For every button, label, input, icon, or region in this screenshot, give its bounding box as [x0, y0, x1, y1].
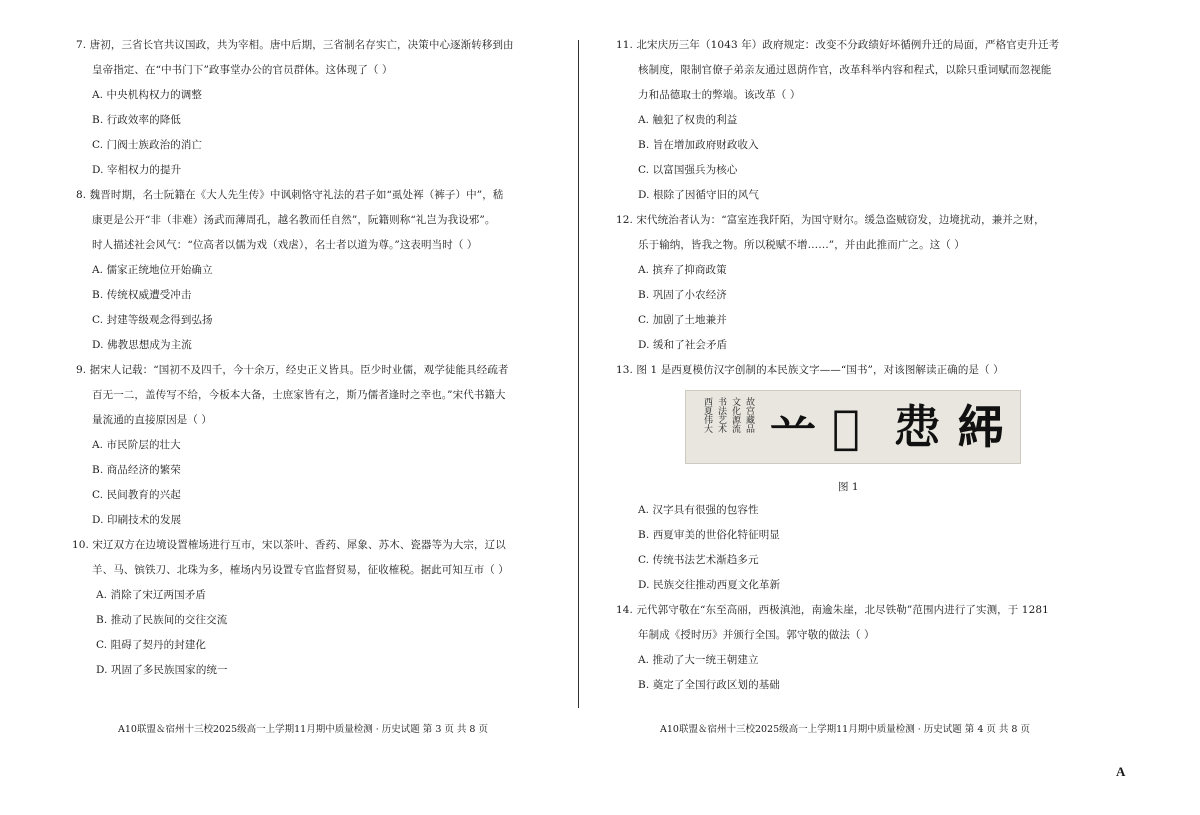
footer-right: A10联盟＆宿州十三校2025级高一上学期11月期中质量检测 · 历史试题 第 4 页 共 8 页	[660, 724, 1030, 735]
figure-1-xixia-calligraphy	[685, 390, 1021, 464]
q7-stem-line-1: 7. 唐初，三省长官共议国政，共为宰相。唐中后期，三省制名存实亡，决策中心逐渐转移到由	[76, 39, 514, 51]
q12-stem-line-2: 乐于输纳，皆我之物。所以税赋不增……”，并由此推而广之。这（ ）	[638, 239, 965, 251]
q13-option-d: D. 民族交往推动西夏文化革新	[638, 579, 781, 591]
q8-option-b: B. 传统权威遭受冲击	[92, 289, 192, 301]
q11-stem-line-3: 力和品德取士的弊端。该改革（ ）	[638, 89, 801, 101]
figure-1-caption: 图 1	[838, 481, 859, 493]
q8-stem-line-1: 8. 魏晋时期，名士阮籍在《大人先生传》中讽刺恪守礼法的君子如“虱处裈（裤子）中”，嵇	[76, 189, 504, 201]
q10-option-b: B. 推动了民族间的交往交流	[96, 614, 228, 626]
q9-option-d: D. 印刷技术的发展	[92, 514, 182, 526]
q11-stem-line-1: 11. 北宋庆历三年（1043 年）政府规定：改变不分政绩好坏循例升迁的局面，严格官吏升迁考	[616, 39, 1060, 51]
figure-small-text-4: 故宫藏品	[744, 397, 754, 433]
q11-option-c: C. 以富国强兵为核心	[638, 164, 738, 176]
q7-option-a: A. 中央机构权力的调整	[92, 89, 202, 101]
q13-option-b: B. 西夏审美的世俗化特征明显	[638, 529, 780, 541]
q12-option-a: A. 摈弃了抑商政策	[638, 264, 727, 276]
q7-option-c: C. 门阀士族政治的消亡	[92, 139, 203, 151]
q9-option-c: C. 民间教育的兴起	[92, 489, 181, 501]
figure-char-4: 𥾯	[958, 400, 1004, 454]
q9-option-a: A. 市民阶层的壮大	[92, 439, 181, 451]
column-divider	[578, 40, 579, 708]
q10-stem-line-2: 羊、马、镔铁刀、北珠为多，榷场内另设置专官监督贸易，征收榷税。据此可知互市（ ）	[92, 564, 509, 576]
q13-stem-line-1: 13. 图 1 是西夏模仿汉字创制的本民族文字——“国书”，对该图解读正确的是（ ）	[616, 364, 1004, 376]
q9-stem-line-1: 9. 据宋人记载：“国初不及四千，今十余万，经史正义皆具。臣少时业儒，观学徒能具经疏者	[76, 364, 509, 376]
q7-option-d: D. 宰相权力的提升	[92, 164, 182, 176]
q13-option-a: A. 汉字具有很强的包容性	[638, 504, 759, 516]
q14-stem-line-2: 年制成《授时历》并颁行全国。郭守敬的做法（ ）	[638, 629, 875, 641]
footer-left: A10联盟＆宿州十三校2025级高一上学期11月期中质量检测 · 历史试题 第 3 页 共 8 页	[118, 724, 488, 735]
q10-option-d: D. 巩固了多民族国家的统一	[96, 664, 228, 676]
q10-option-c: C. 阻碍了契丹的封建化	[96, 639, 207, 651]
q10-stem-line-1: 10. 宋辽双方在边境设置榷场进行互市，宋以茶叶、香药、犀象、苏木、瓷器等为大宗，辽以	[72, 539, 506, 551]
q13-option-c: C. 传统书法艺术渐趋多元	[638, 554, 759, 566]
q9-option-b: B. 商品经济的繁荣	[92, 464, 181, 476]
q11-option-b: B. 旨在增加政府财政收入	[638, 139, 759, 151]
q8-option-a: A. 儒家正统地位开始确立	[92, 264, 213, 276]
figure-char-2: 𤗹	[832, 400, 860, 454]
q8-option-c: C. 封建等级观念得到弘扬	[92, 314, 213, 326]
q14-stem-line-1: 14. 元代郭守敬在“东至高丽，西极滇池，南逾朱崖，北尽铁勒”范围内进行了实测，于 1281	[616, 604, 1049, 616]
q11-stem-line-2: 核制度，限制官僚子弟亲友通过恩荫作官，改革科举内容和程式，以除只重词赋而忽视能	[638, 64, 1052, 76]
q14-option-b: B. 奠定了全国行政区划的基础	[638, 679, 780, 691]
q12-option-b: B. 巩固了小农经济	[638, 289, 727, 301]
q10-option-a: A. 消除了宋辽两国矛盾	[96, 589, 206, 601]
q7-option-b: B. 行政效率的降低	[92, 114, 181, 126]
q9-stem-line-2: 百无一二，盖传写不给，今板本大备，士庶家皆有之，斯乃儒者逢时之幸也。”宋代书籍大	[92, 389, 506, 401]
q8-stem-line-2: 康更是公开“非（非难）汤武而薄周孔，越名教而任自然”，阮籍则称“礼岂为我设邪”。	[92, 214, 496, 226]
q9-stem-line-3: 量流通的直接原因是（ ）	[92, 414, 213, 426]
q11-option-a: A. 触犯了权贵的利益	[638, 114, 738, 126]
figure-char-3: 𢘍	[894, 400, 940, 454]
q12-option-c: C. 加剧了土地兼并	[638, 314, 727, 326]
figure-small-text-1: 西夏伟大	[702, 397, 712, 433]
q7-stem-line-2: 皇帝指定、在“中书门下”政事堂办公的官员群体。这体现了（ ）	[92, 64, 393, 76]
figure-small-text-3: 文化源流	[730, 397, 740, 433]
figure-char-1: 䒑	[770, 400, 816, 454]
figure-small-text-2: 书法艺术	[716, 397, 726, 433]
q12-option-d: D. 缓和了社会矛盾	[638, 339, 728, 351]
q12-stem-line-1: 12. 宋代统治者认为：“富室连我阡陌，为国守财尔。缓急盗贼窃发，边境扰动，兼并之财，	[616, 214, 1045, 226]
q14-option-a: A. 推动了大一统王朝建立	[638, 654, 759, 666]
q8-option-d: D. 佛教思想成为主流	[92, 339, 192, 351]
corner-mark: A	[1116, 764, 1126, 779]
q11-option-d: D. 根除了因循守旧的风气	[638, 189, 760, 201]
q8-stem-line-3: 时人描述社会风气：“位高者以儒为戏（戏虐），名士者以道为尊。”这表明当时（ ）	[92, 239, 478, 251]
